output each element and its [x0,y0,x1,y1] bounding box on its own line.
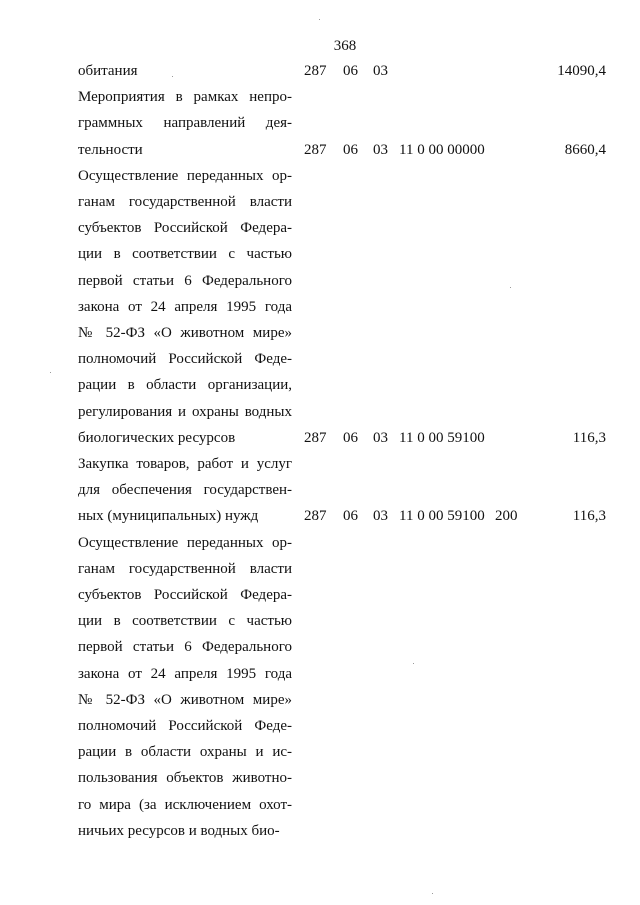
section-code: 06 [343,63,358,79]
row-name-line: рации в области организации, [78,377,292,393]
expense-type-code: 200 [495,508,518,524]
amount: 14090,4 [557,63,606,79]
row-name-line: ных (муниципальных) нужд [78,508,259,524]
page-number: 368 [333,38,357,54]
row-name-line: Осуществление переданных ор- [78,168,292,184]
row-name-line: пользования объектов животно- [78,770,292,786]
row-name-line: № 52-ФЗ «О животном мире» [78,325,292,341]
subsection-code: 03 [373,63,388,79]
row-name-line: Закупка товаров, работ и услуг [78,456,292,472]
row-name-line: закона от 24 апреля 1995 года [78,666,292,682]
row-name-line: для обеспечения государствен- [78,482,292,498]
row-name-line: ции в соответствии с частью [78,246,292,262]
row-name-line: № 52-ФЗ «О животном мире» [78,692,292,708]
section-code: 06 [343,508,358,524]
row-name-line: субъектов Российской Федера- [78,587,292,603]
amount: 8660,4 [564,142,606,158]
row-name-line: граммных направлений дея- [78,115,292,131]
row-name-line: го мира (за исключением охот- [78,797,292,813]
row-name-line: первой статьи 6 Федерального [78,273,292,289]
subsection-code: 03 [373,142,388,158]
scan-speck [50,372,51,373]
row-name-line: полномочий Российской Феде- [78,351,292,367]
section-code: 06 [343,142,358,158]
scan-speck [510,287,511,288]
subsection-code: 03 [373,430,388,446]
row-name-line: полномочий Российской Феде- [78,718,292,734]
row-name-line: обитания [78,63,138,79]
row-name-line: регулирования и охраны водных [78,404,292,420]
ministry-code: 287 [304,508,327,524]
row-name-line: ничьих ресурсов и водных био- [78,823,280,839]
section-code: 06 [343,430,358,446]
row-name-line: ганам государственной власти [78,194,292,210]
target-article-code: 11 0 00 59100 [399,508,485,524]
row-name-line: Осуществление переданных ор- [78,535,292,551]
row-name-line: закона от 24 апреля 1995 года [78,299,292,315]
row-name-line: тельности [78,142,143,158]
row-name-line: первой статьи 6 Федерального [78,639,292,655]
scan-speck [172,76,173,77]
ministry-code: 287 [304,142,327,158]
target-article-code: 11 0 00 00000 [399,142,485,158]
amount: 116,3 [572,430,606,446]
amount: 116,3 [572,508,606,524]
subsection-code: 03 [373,508,388,524]
row-name-line: Мероприятия в рамках непро- [78,89,292,105]
row-name-line: биологических ресурсов [78,430,236,446]
scan-speck [319,19,320,20]
row-name-line: рации в области охраны и ис- [78,744,292,760]
target-article-code: 11 0 00 59100 [399,430,485,446]
scan-speck [432,893,433,894]
row-name-line: субъектов Российской Федера- [78,220,292,236]
ministry-code: 287 [304,430,327,446]
scan-speck [413,663,414,664]
row-name-line: ции в соответствии с частью [78,613,292,629]
ministry-code: 287 [304,63,327,79]
row-name-line: ганам государственной власти [78,561,292,577]
